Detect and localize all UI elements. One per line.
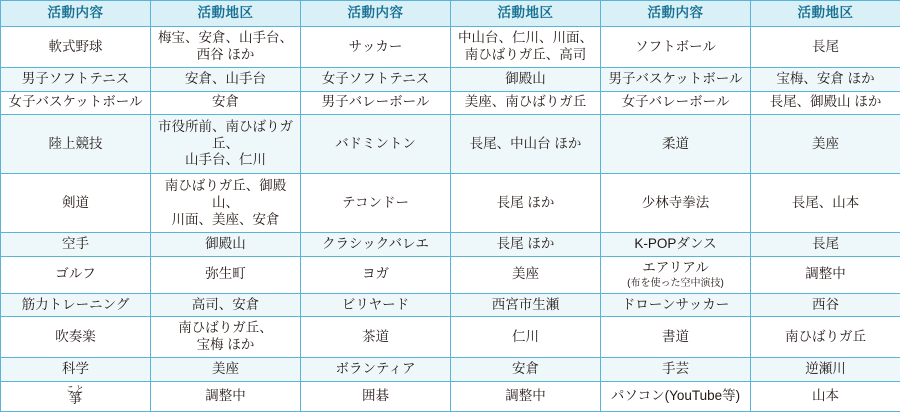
column-header-activity-3: 活動内容	[601, 1, 751, 27]
table-row	[1, 114, 900, 173]
activity-name-text: 男子ソフトテニス	[21, 70, 130, 86]
area-text-line: 御殿山	[505, 70, 546, 86]
activity-name-text: 女子バレーボール	[621, 94, 730, 110]
cell-activity-area	[751, 114, 900, 173]
table-row	[1, 68, 900, 91]
cell-activity-area	[151, 114, 301, 173]
cell-activity-area	[151, 317, 301, 358]
ruby-annotated-text	[66, 385, 85, 407]
activity-name-text: 男子バスケットボール	[608, 70, 743, 86]
area-text	[754, 94, 897, 111]
cell-activity-name	[601, 91, 751, 114]
cell-activity-area	[751, 358, 900, 381]
area-text-line: 梅宝、安倉、山手台、	[158, 30, 293, 46]
cell-activity-area	[151, 358, 301, 381]
area-text	[454, 236, 597, 253]
area-text-line: 安倉、山手台	[185, 70, 266, 86]
cell-activity-name	[601, 174, 751, 233]
cell-activity-name	[1, 91, 151, 114]
activity-name-text: 剣道	[62, 194, 89, 210]
table-header	[1, 1, 900, 27]
activity-name-text: 陸上競技	[48, 135, 103, 151]
column-header-area-2: 活動地区	[451, 1, 601, 27]
activity-name-text: ゴルフ	[55, 266, 96, 282]
activity-name-text: 手芸	[662, 361, 689, 377]
area-text-line: 市役所前、南ひばりガ丘、	[158, 118, 293, 151]
cell-activity-name	[301, 256, 451, 293]
area-text-line: 南ひばりガ丘、	[178, 320, 273, 336]
activity-name-text: 女子バスケットボール	[8, 94, 143, 110]
cell-activity-area	[751, 293, 900, 316]
cell-activity-area	[151, 381, 301, 411]
cell-activity-name	[1, 293, 151, 316]
cell-activity-area	[151, 68, 301, 91]
cell-activity-name	[601, 68, 751, 91]
area-text-line: 南ひばりガ丘、高司	[464, 47, 587, 63]
area-text	[454, 195, 597, 212]
area-text-line: 宝梅、安倉 ほか	[776, 70, 875, 86]
area-text	[754, 388, 897, 405]
area-text	[454, 266, 597, 283]
cell-activity-name	[601, 317, 751, 358]
cell-activity-area	[151, 27, 301, 68]
area-text	[154, 361, 297, 378]
cell-activity-area	[751, 91, 900, 114]
area-text	[754, 71, 897, 88]
area-text-line: 長尾 ほか	[496, 236, 555, 252]
cell-activity-name	[301, 381, 451, 411]
activity-name-text: 空手	[62, 236, 89, 252]
table-header-row	[1, 1, 900, 27]
area-text	[454, 71, 597, 88]
activity-name-text: サッカー	[348, 38, 403, 54]
column-header-area-1: 活動地区	[151, 1, 301, 27]
area-text	[154, 236, 297, 253]
activity-name-text: K-POPダンス	[634, 236, 717, 252]
activity-name-text: ヨガ	[362, 266, 389, 282]
area-text-line: 長尾、中山台 ほか	[469, 135, 582, 151]
cell-activity-area	[151, 91, 301, 114]
activity-name-text: 男子バレーボール	[321, 94, 430, 110]
activity-name-text: パソコン(YouTube等)	[610, 387, 741, 403]
area-text-line: 美座	[812, 135, 839, 151]
cell-activity-name	[301, 358, 451, 381]
ruby-base: 箏	[68, 391, 83, 407]
cell-activity-area	[451, 68, 601, 91]
cell-activity-name	[301, 114, 451, 173]
activity-name-text: ドローンサッカー	[621, 296, 730, 312]
area-text-line: 山手台、仁川	[185, 152, 266, 168]
area-text	[754, 236, 897, 253]
cell-activity-name	[601, 293, 751, 316]
area-text-line: 長尾、山本	[791, 194, 860, 210]
activity-name-text: 女子ソフトテニス	[321, 70, 430, 86]
area-text-line: 仁川	[512, 328, 539, 344]
activity-name-text: エアリアル	[642, 259, 709, 275]
area-text	[154, 320, 297, 354]
area-text	[754, 195, 897, 212]
area-text-line: 西宮市生瀬	[491, 296, 560, 312]
cell-activity-area	[451, 358, 601, 381]
area-text	[454, 361, 597, 378]
activity-name-text: ソフトボール	[635, 38, 716, 54]
cell-activity-area	[151, 174, 301, 233]
cell-activity-name	[301, 293, 451, 316]
area-text-line: 逆瀬川	[805, 361, 846, 377]
cell-activity-area	[451, 27, 601, 68]
area-text-line: 西谷	[812, 296, 839, 312]
cell-activity-area	[751, 256, 900, 293]
cell-activity-name	[1, 27, 151, 68]
area-text	[454, 329, 597, 346]
area-text	[154, 178, 297, 229]
activity-name-text: 柔道	[662, 135, 689, 151]
activity-name-text: テコンドー	[342, 194, 409, 210]
cell-activity-area	[451, 114, 601, 173]
area-text-line: 調整中	[805, 266, 846, 282]
area-text	[754, 266, 897, 283]
table-row	[1, 233, 900, 256]
cell-activity-name	[601, 27, 751, 68]
area-text	[154, 388, 297, 405]
area-text-line: 美座	[512, 266, 539, 282]
area-text-line: 西谷 ほか	[196, 47, 255, 63]
cell-activity-name	[601, 114, 751, 173]
cell-activity-area	[751, 317, 900, 358]
area-text-line: 美座、南ひばりガ丘	[464, 94, 587, 110]
area-text	[754, 329, 897, 346]
area-text	[754, 39, 897, 56]
cell-activity-area	[451, 233, 601, 256]
area-text-line: 中山台、仁川、川面、	[458, 30, 593, 46]
ruby-reading: こと	[65, 383, 85, 394]
area-text-line: 山本	[812, 387, 839, 403]
cell-activity-name	[1, 381, 151, 411]
area-text-line: 調整中	[205, 387, 246, 403]
cell-activity-name	[601, 358, 751, 381]
cell-activity-area	[151, 293, 301, 316]
table-row	[1, 358, 900, 381]
area-text	[454, 30, 597, 64]
cell-activity-name	[301, 68, 451, 91]
cell-activity-area	[451, 91, 601, 114]
cell-activity-area	[751, 174, 900, 233]
cell-activity-name	[601, 233, 751, 256]
area-text	[154, 119, 297, 170]
area-text-line: 調整中	[505, 387, 546, 403]
activity-name-note: (布を使った空中演技)	[627, 277, 724, 289]
cell-activity-area	[451, 381, 601, 411]
cell-activity-name	[601, 256, 751, 293]
area-text-line: 長尾 ほか	[496, 194, 555, 210]
cell-activity-name	[301, 27, 451, 68]
area-text-line: 高司、安倉	[191, 296, 260, 312]
cell-activity-area	[451, 256, 601, 293]
area-text-line: 長尾	[812, 38, 839, 54]
cell-activity-name	[1, 114, 151, 173]
area-text	[454, 388, 597, 405]
area-text-line: 長尾、御殿山 ほか	[769, 94, 882, 110]
area-text	[154, 266, 297, 283]
activity-name-text: 少林寺拳法	[641, 194, 710, 210]
area-text	[454, 297, 597, 314]
activity-name-text: 茶道	[362, 328, 389, 344]
cell-activity-name	[601, 381, 751, 411]
cell-activity-name	[301, 174, 451, 233]
activity-name-text: 科学	[62, 361, 89, 377]
column-header-activity-2: 活動内容	[301, 1, 451, 27]
table-row	[1, 317, 900, 358]
cell-activity-area	[451, 317, 601, 358]
area-text	[754, 361, 897, 378]
area-text-line: 宝梅 ほか	[196, 337, 255, 353]
cell-activity-name	[1, 68, 151, 91]
cell-activity-area	[151, 233, 301, 256]
area-text-line: 川面、美座、安倉	[171, 211, 280, 227]
cell-activity-name	[1, 256, 151, 293]
cell-activity-area	[751, 233, 900, 256]
cell-activity-name	[301, 317, 451, 358]
area-text-line: 南ひばりガ丘	[785, 328, 866, 344]
area-text-line: 美座	[212, 361, 239, 377]
activity-name-text: 吹奏楽	[55, 328, 96, 344]
area-text-line: 弥生町	[205, 266, 246, 282]
area-text	[454, 136, 597, 153]
cell-activity-area	[751, 68, 900, 91]
cell-activity-area	[451, 293, 601, 316]
activity-name-text: バドミントン	[335, 135, 416, 151]
table-row	[1, 293, 900, 316]
column-header-area-3: 活動地区	[751, 1, 900, 27]
cell-activity-area	[751, 381, 900, 411]
cell-activity-name	[301, 91, 451, 114]
area-text-line: 御殿山	[205, 236, 246, 252]
area-text	[754, 297, 897, 314]
cell-activity-name	[1, 174, 151, 233]
activity-name-text: 筋力トレーニング	[21, 296, 130, 312]
cell-activity-area	[751, 27, 900, 68]
area-text-line: 安倉	[512, 361, 539, 377]
activity-name-text: 書道	[662, 328, 689, 344]
area-text-line: 長尾	[812, 236, 839, 252]
area-text-line: 南ひばりガ丘、御殿山、	[164, 177, 287, 210]
table-body	[1, 27, 900, 412]
table-row	[1, 174, 900, 233]
cell-activity-name	[1, 358, 151, 381]
area-text-line: 安倉	[212, 94, 239, 110]
area-text	[754, 136, 897, 153]
cell-activity-name	[1, 317, 151, 358]
activity-name-text: 軟式野球	[48, 38, 103, 54]
activity-name-text: ビリヤード	[341, 296, 410, 312]
area-text	[154, 94, 297, 111]
activity-name-text: クラシックバレエ	[322, 236, 429, 252]
table-row	[1, 381, 900, 411]
area-text	[154, 71, 297, 88]
area-text	[154, 297, 297, 314]
table-row	[1, 256, 900, 293]
cell-activity-name	[1, 233, 151, 256]
area-text	[154, 30, 297, 64]
activity-name-text: 囲碁	[362, 387, 389, 403]
table-row	[1, 27, 900, 68]
cell-activity-area	[151, 256, 301, 293]
cell-activity-name	[301, 233, 451, 256]
table-row	[1, 91, 900, 114]
column-header-activity-1: 活動内容	[1, 1, 151, 27]
cell-activity-area	[451, 174, 601, 233]
activity-name-text: ボランティア	[335, 361, 416, 377]
area-text	[454, 94, 597, 111]
